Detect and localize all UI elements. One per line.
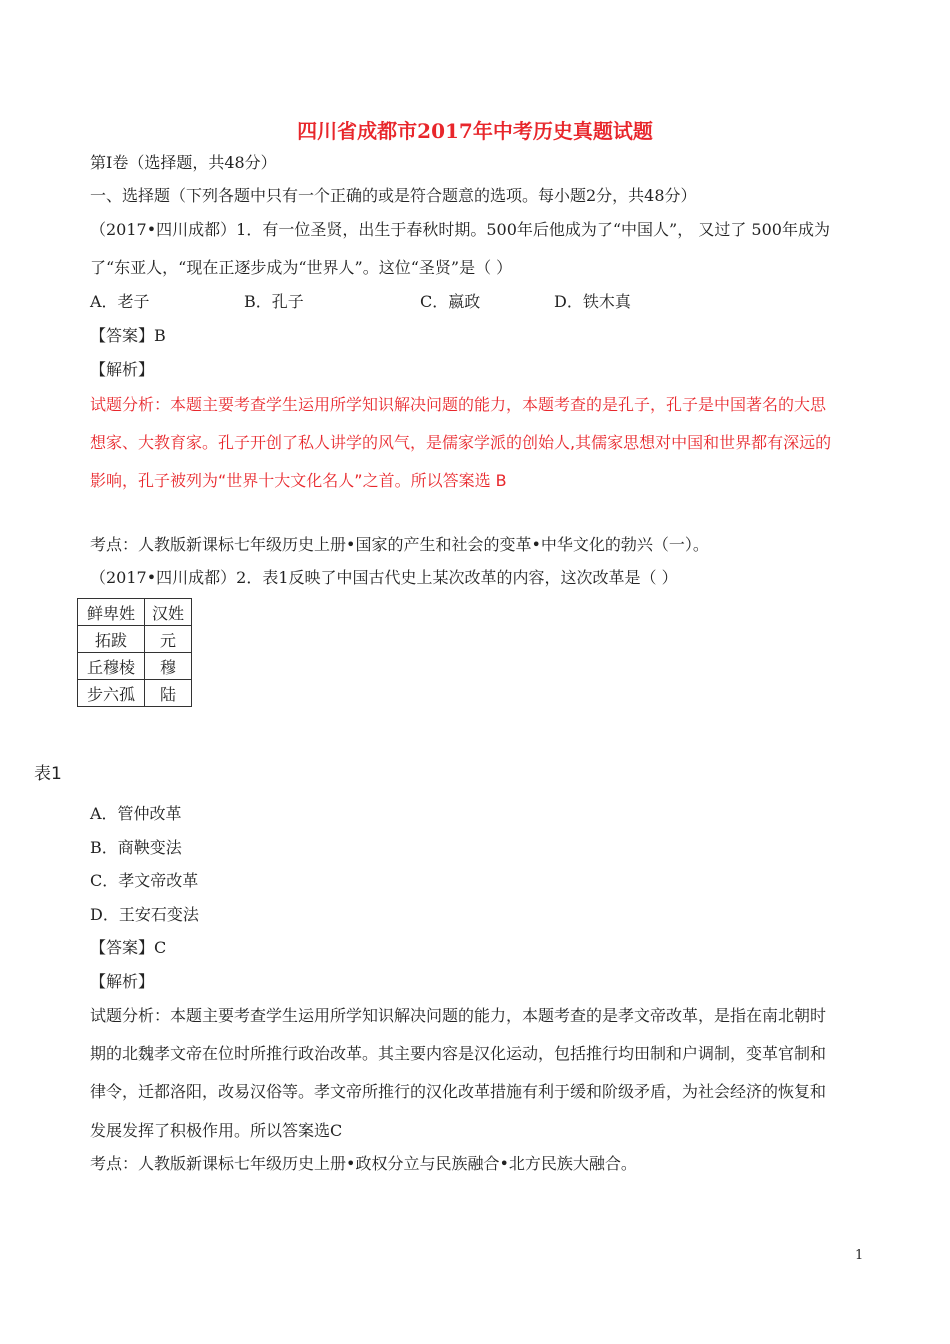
q1-kaodian: 考点：人教版新课标七年级历史上册•国家的产生和社会的变革•中华文化的勃兴（一）。 <box>90 535 709 554</box>
table-cell: 拓跋 <box>78 626 145 653</box>
q2-option-b: B．商鞅变法 <box>90 838 182 857</box>
table-header-cell: 鲜卑姓 <box>78 599 145 626</box>
table-cell: 陆 <box>145 680 192 707</box>
q2-analysis-line-3: 律令，迁都洛阳，改易汉俗等。孝文帝所推行的汉化改革措施有利于缓和阶级矛盾，为社会经济的恢复和 <box>90 1082 827 1101</box>
table-cell: 穆 <box>145 653 192 680</box>
q2-option-c: C．孝文帝改革 <box>90 871 199 890</box>
table-row <box>78 653 192 680</box>
q1-analysis-line-1: 试题分析：本题主要考查学生运用所学知识解决问题的能力，本题考查的是孔子，孔子是中国著名的大思 <box>90 395 827 414</box>
table-caption: 表1 <box>34 764 62 784</box>
q2-analysis-line-4: 发展发挥了积极作用。所以答案选C <box>90 1121 343 1140</box>
q1-analysis-line-3: 影响，孔子被列为“世界十大文化名人”之首。所以答案选 B <box>90 471 507 490</box>
part-heading: 一、选择题（下列各题中只有一个正确的或是符合题意的选项。每小题2分，共48分） <box>90 186 697 205</box>
table-row <box>78 680 192 707</box>
question-2-line-1: （2017•四川成都）2．表1反映了中国古代史上某次改革的内容，这次改革是（ ） <box>90 568 678 587</box>
q1-answer: 【答案】B <box>90 326 166 345</box>
q1-option-d: D．铁木真 <box>554 292 631 311</box>
table-cell: 元 <box>145 626 192 653</box>
table-row <box>78 599 192 626</box>
q2-analysis-line-1: 试题分析：本题主要考查学生运用所学知识解决问题的能力，本题考查的是孝文帝改革，是指在南北朝时 <box>90 1006 827 1025</box>
q1-option-b: B．孔子 <box>244 292 304 311</box>
table-cell: 步六孤 <box>78 680 145 707</box>
q2-option-a: A．管仲改革 <box>90 804 182 823</box>
question-1-line-2: 了“东亚人，“现在正逐步成为“世界人”。这位“圣贤”是（ ） <box>90 258 513 277</box>
surname-table <box>77 598 192 707</box>
q2-analysis-line-2: 期的北魏孝文帝在位时所推行政治改革。其主要内容是汉化运动，包括推行均田制和户调制，变革官制和 <box>90 1044 827 1063</box>
table-header-cell: 汉姓 <box>145 599 192 626</box>
page-title: 四川省成都市2017年中考历史真题试题 <box>297 119 653 143</box>
section-heading: 第Ⅰ卷（选择题，共48分） <box>90 153 277 172</box>
q1-analysis-line-2: 想家、大教育家。孔子开创了私人讲学的风气，是儒家学派的创始人,其儒家思想对中国和世界都有深远的 <box>90 433 832 452</box>
q1-option-c: C．嬴政 <box>420 292 481 311</box>
q2-kaodian: 考点：人教版新课标七年级历史上册•政权分立与民族融合•北方民族大融合。 <box>90 1154 637 1173</box>
page-number: 1 <box>855 1248 864 1263</box>
table-row <box>78 626 192 653</box>
q1-option-a: A．老子 <box>90 292 150 311</box>
question-1-line-1: （2017•四川成都）1．有一位圣贤，出生于春秋时期。500年后他成为了“中国人”， 又过了 500年成为 <box>90 220 830 239</box>
table-cell: 丘穆棱 <box>78 653 145 680</box>
q2-analysis-label: 【解析】 <box>90 972 155 991</box>
q2-option-d: D．王安石变法 <box>90 905 199 924</box>
q2-answer: 【答案】C <box>90 938 167 957</box>
q1-analysis-label: 【解析】 <box>90 360 155 379</box>
